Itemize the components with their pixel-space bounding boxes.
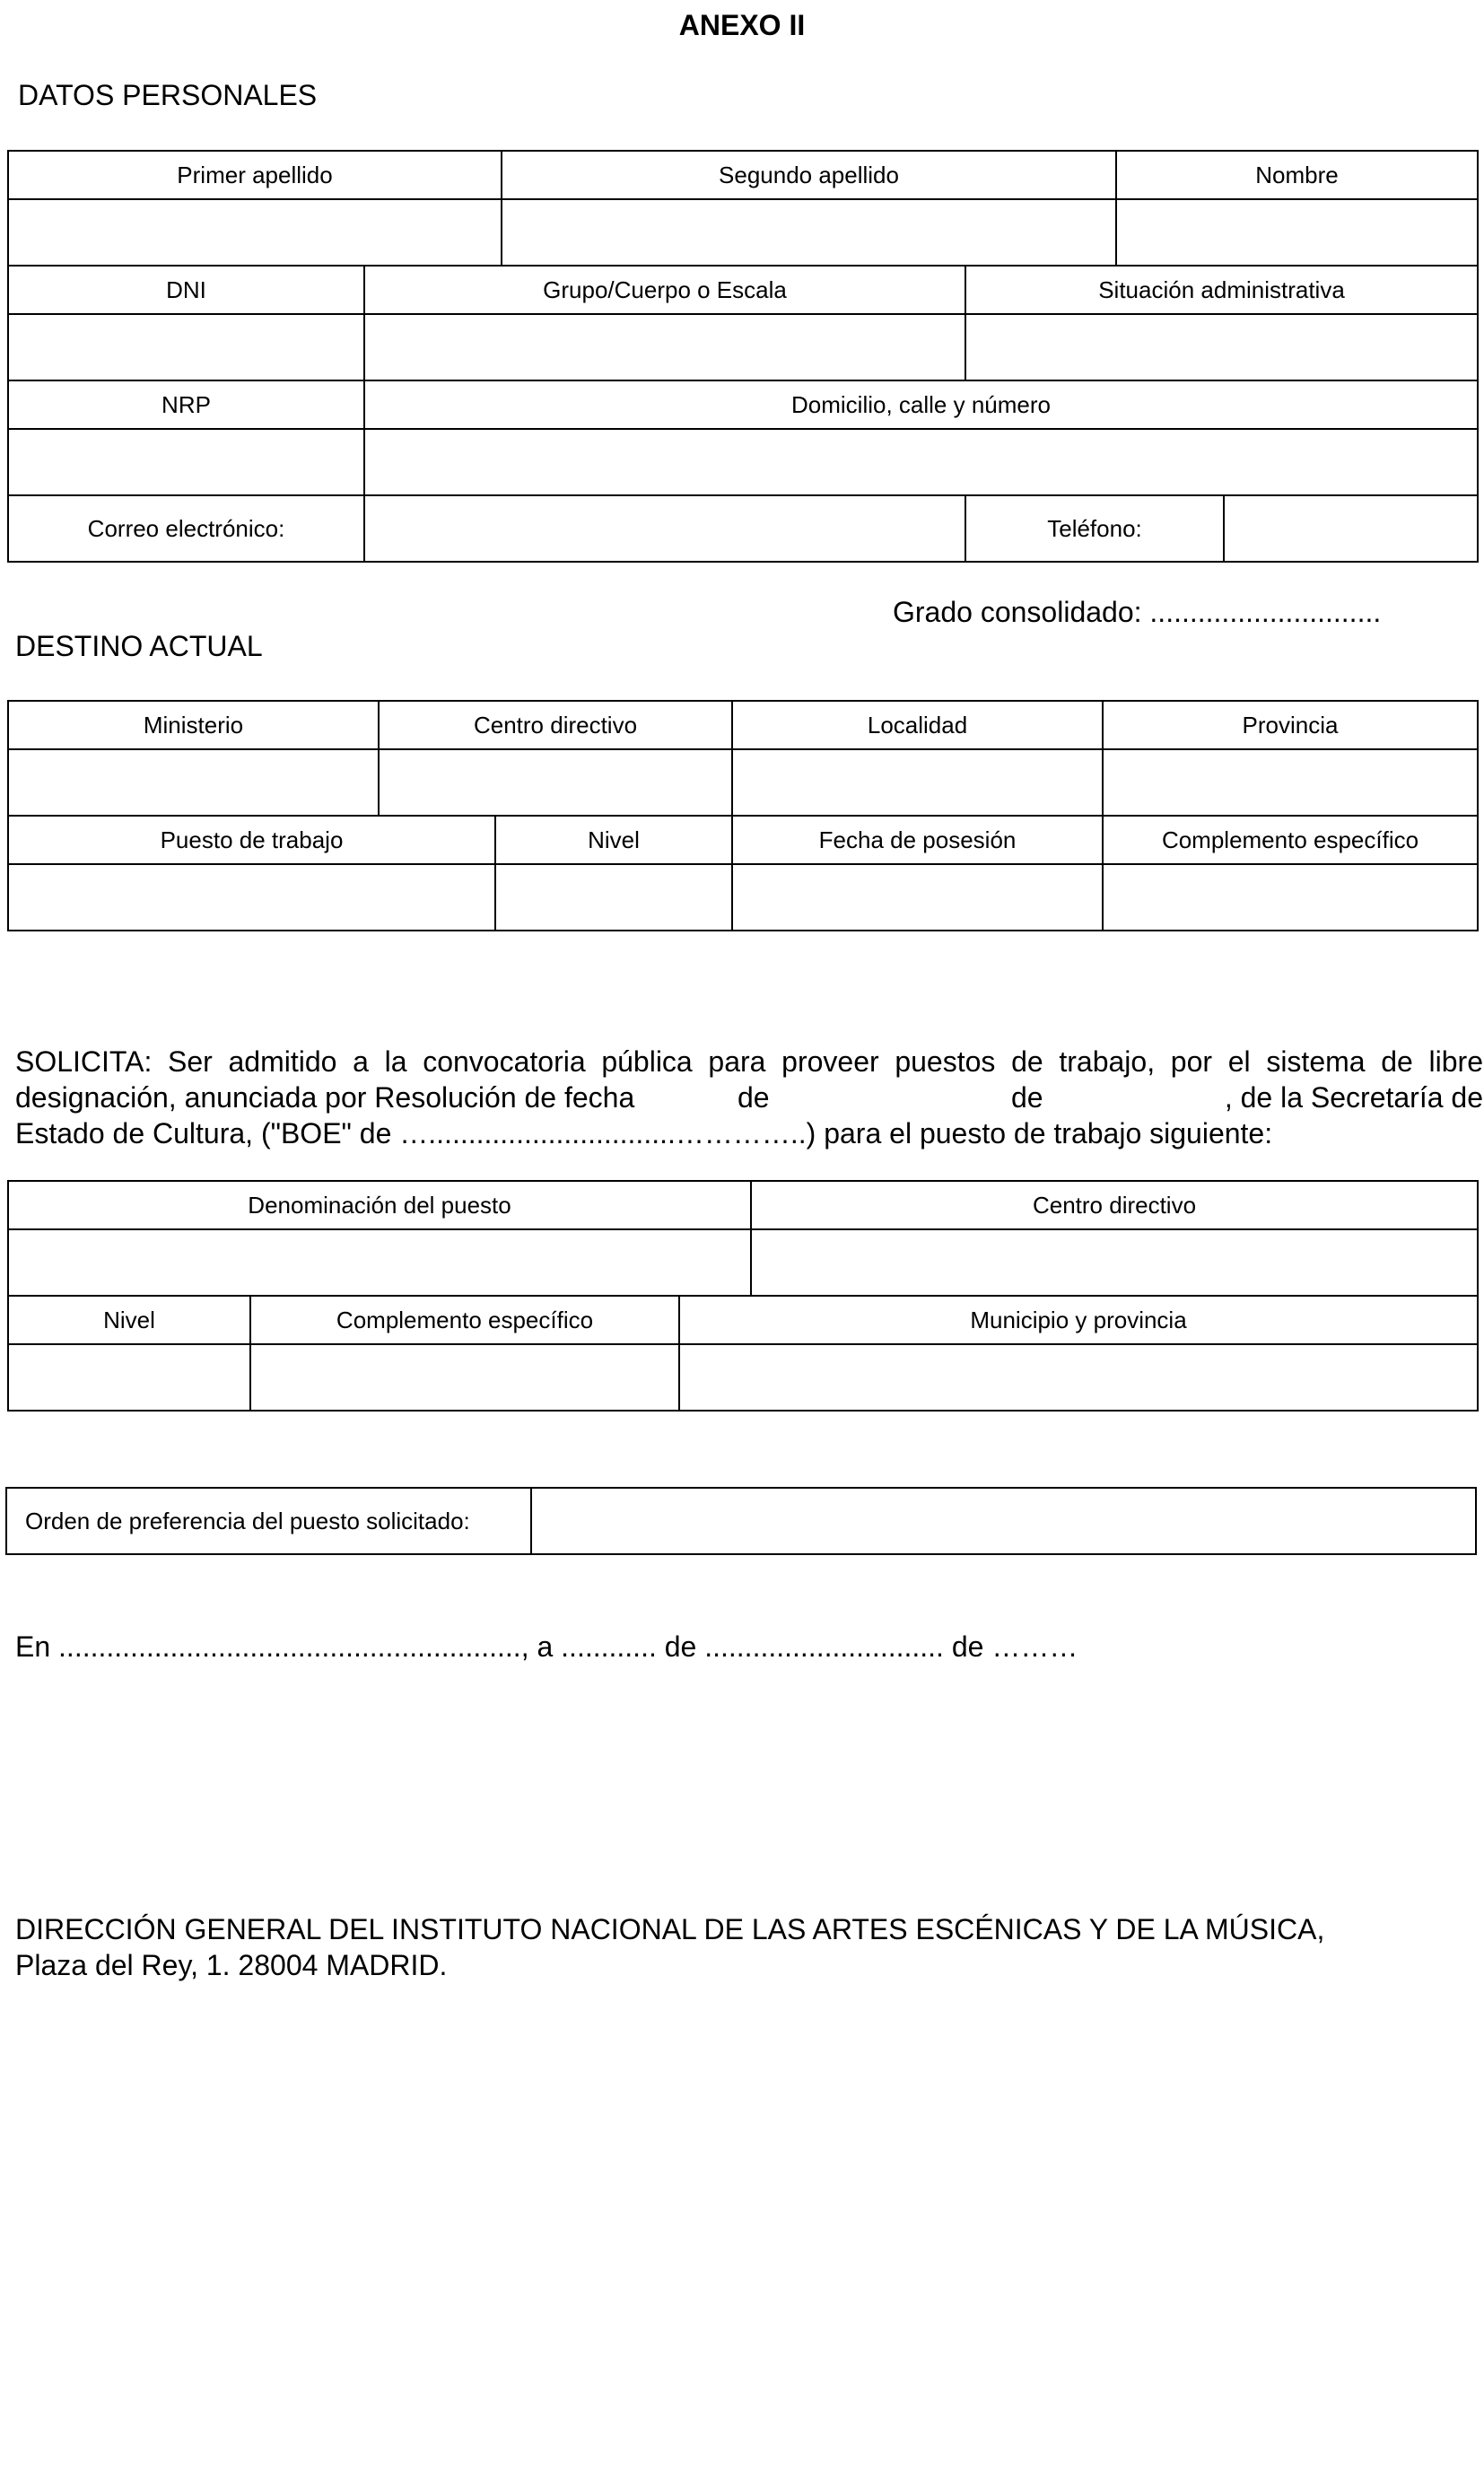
ministerio-field[interactable] — [8, 749, 379, 816]
situacion-label: Situación administrativa — [965, 266, 1478, 314]
solicita-line-2-d: , de la Secretaría de — [1224, 1081, 1483, 1114]
destino-table — [7, 700, 1479, 931]
dni-label: DNI — [8, 266, 364, 314]
dni-field[interactable] — [8, 314, 364, 380]
direccion-line-1: DIRECCIÓN GENERAL DEL INSTITUTO NACIONAL DE LAS ARTES ESCÉNICAS Y DE LA MÚSICA, — [15, 1913, 1325, 1945]
grupo-cuerpo-label: Grupo/Cuerpo o Escala — [364, 266, 965, 314]
personal-data-table — [7, 150, 1479, 563]
segundo-apellido-label: Segundo apellido — [502, 151, 1116, 199]
solicita-line-2-a: designación, anunciada por Resolución de fecha — [15, 1081, 635, 1114]
municipio-field[interactable] — [679, 1344, 1478, 1411]
nombre-field[interactable] — [1116, 199, 1478, 266]
primer-apellido-field[interactable] — [8, 199, 502, 266]
puesto-nivel-field[interactable] — [8, 1344, 250, 1411]
puesto-trabajo-label: Puesto de trabajo — [8, 816, 495, 864]
email-label: Correo electrónico: — [8, 495, 364, 562]
puesto-complemento-label: Complemento específico — [250, 1296, 679, 1344]
municipio-label: Municipio y provincia — [679, 1296, 1478, 1344]
fecha-posesion-label: Fecha de posesión — [732, 816, 1103, 864]
lugar-fecha-line: En .........................................................., a ............ de .............................. de ……… — [15, 1630, 1078, 1663]
nivel-field[interactable] — [495, 864, 732, 931]
grupo-cuerpo-field[interactable] — [364, 314, 965, 380]
direccion-line-2: Plaza del Rey, 1. 28004 MADRID. — [15, 1949, 448, 1981]
denominacion-label: Denominación del puesto — [8, 1181, 751, 1229]
solicita-line-3: Estado de Cultura, ("BOE" de …...............................…………..) para el puesto de trabajo siguiente: — [15, 1117, 1273, 1149]
provincia-field[interactable] — [1103, 749, 1478, 816]
orden-label: Orden de preferencia del puesto solicitado: — [6, 1488, 531, 1554]
complemento-field[interactable] — [1103, 864, 1478, 931]
phone-label: Teléfono: — [965, 495, 1224, 562]
puesto-centro-directivo-label: Centro directivo — [751, 1181, 1478, 1229]
solicita-line-1: SOLICITA: Ser admitido a la convocatoria pública para proveer puestos de trabajo, por el sistema de libre — [15, 1045, 1483, 1078]
situacion-field[interactable] — [965, 314, 1478, 380]
direccion-block — [15, 1911, 1324, 1983]
nivel-label: Nivel — [495, 816, 732, 864]
puesto-centro-directivo-field[interactable] — [751, 1229, 1478, 1296]
orden-field[interactable] — [531, 1488, 1476, 1554]
provincia-label: Provincia — [1103, 701, 1478, 749]
grado-consolidado: Grado consolidado: ............................. — [893, 596, 1382, 628]
solicita-line-2 — [15, 1079, 1483, 1115]
nrp-label: NRP — [8, 380, 364, 429]
puesto-table — [7, 1180, 1479, 1412]
destino-actual-heading: DESTINO ACTUAL — [15, 630, 263, 662]
document-title: ANEXO II — [678, 9, 806, 41]
domicilio-label: Domicilio, calle y número — [364, 380, 1478, 429]
complemento-label: Complemento específico — [1103, 816, 1478, 864]
puesto-trabajo-field[interactable] — [8, 864, 495, 931]
solicita-paragraph — [15, 1044, 1483, 1151]
solicita-line-2-b: de — [738, 1081, 770, 1114]
solicita-line-2-c: de — [1011, 1081, 1043, 1114]
phone-field[interactable] — [1224, 495, 1478, 562]
puesto-complemento-field[interactable] — [250, 1344, 679, 1411]
primer-apellido-label: Primer apellido — [8, 151, 502, 199]
centro-directivo-label: Centro directivo — [379, 701, 732, 749]
ministerio-label: Ministerio — [8, 701, 379, 749]
segundo-apellido-field[interactable] — [502, 199, 1116, 266]
centro-directivo-field[interactable] — [379, 749, 732, 816]
denominacion-field[interactable] — [8, 1229, 751, 1296]
domicilio-field[interactable] — [364, 429, 1478, 495]
datos-personales-heading: DATOS PERSONALES — [18, 79, 318, 111]
nombre-label: Nombre — [1116, 151, 1478, 199]
puesto-nivel-label: Nivel — [8, 1296, 250, 1344]
email-field[interactable] — [364, 495, 965, 562]
fecha-posesion-field[interactable] — [732, 864, 1103, 931]
localidad-field[interactable] — [732, 749, 1103, 816]
nrp-field[interactable] — [8, 429, 364, 495]
orden-table — [5, 1487, 1477, 1555]
localidad-label: Localidad — [732, 701, 1103, 749]
